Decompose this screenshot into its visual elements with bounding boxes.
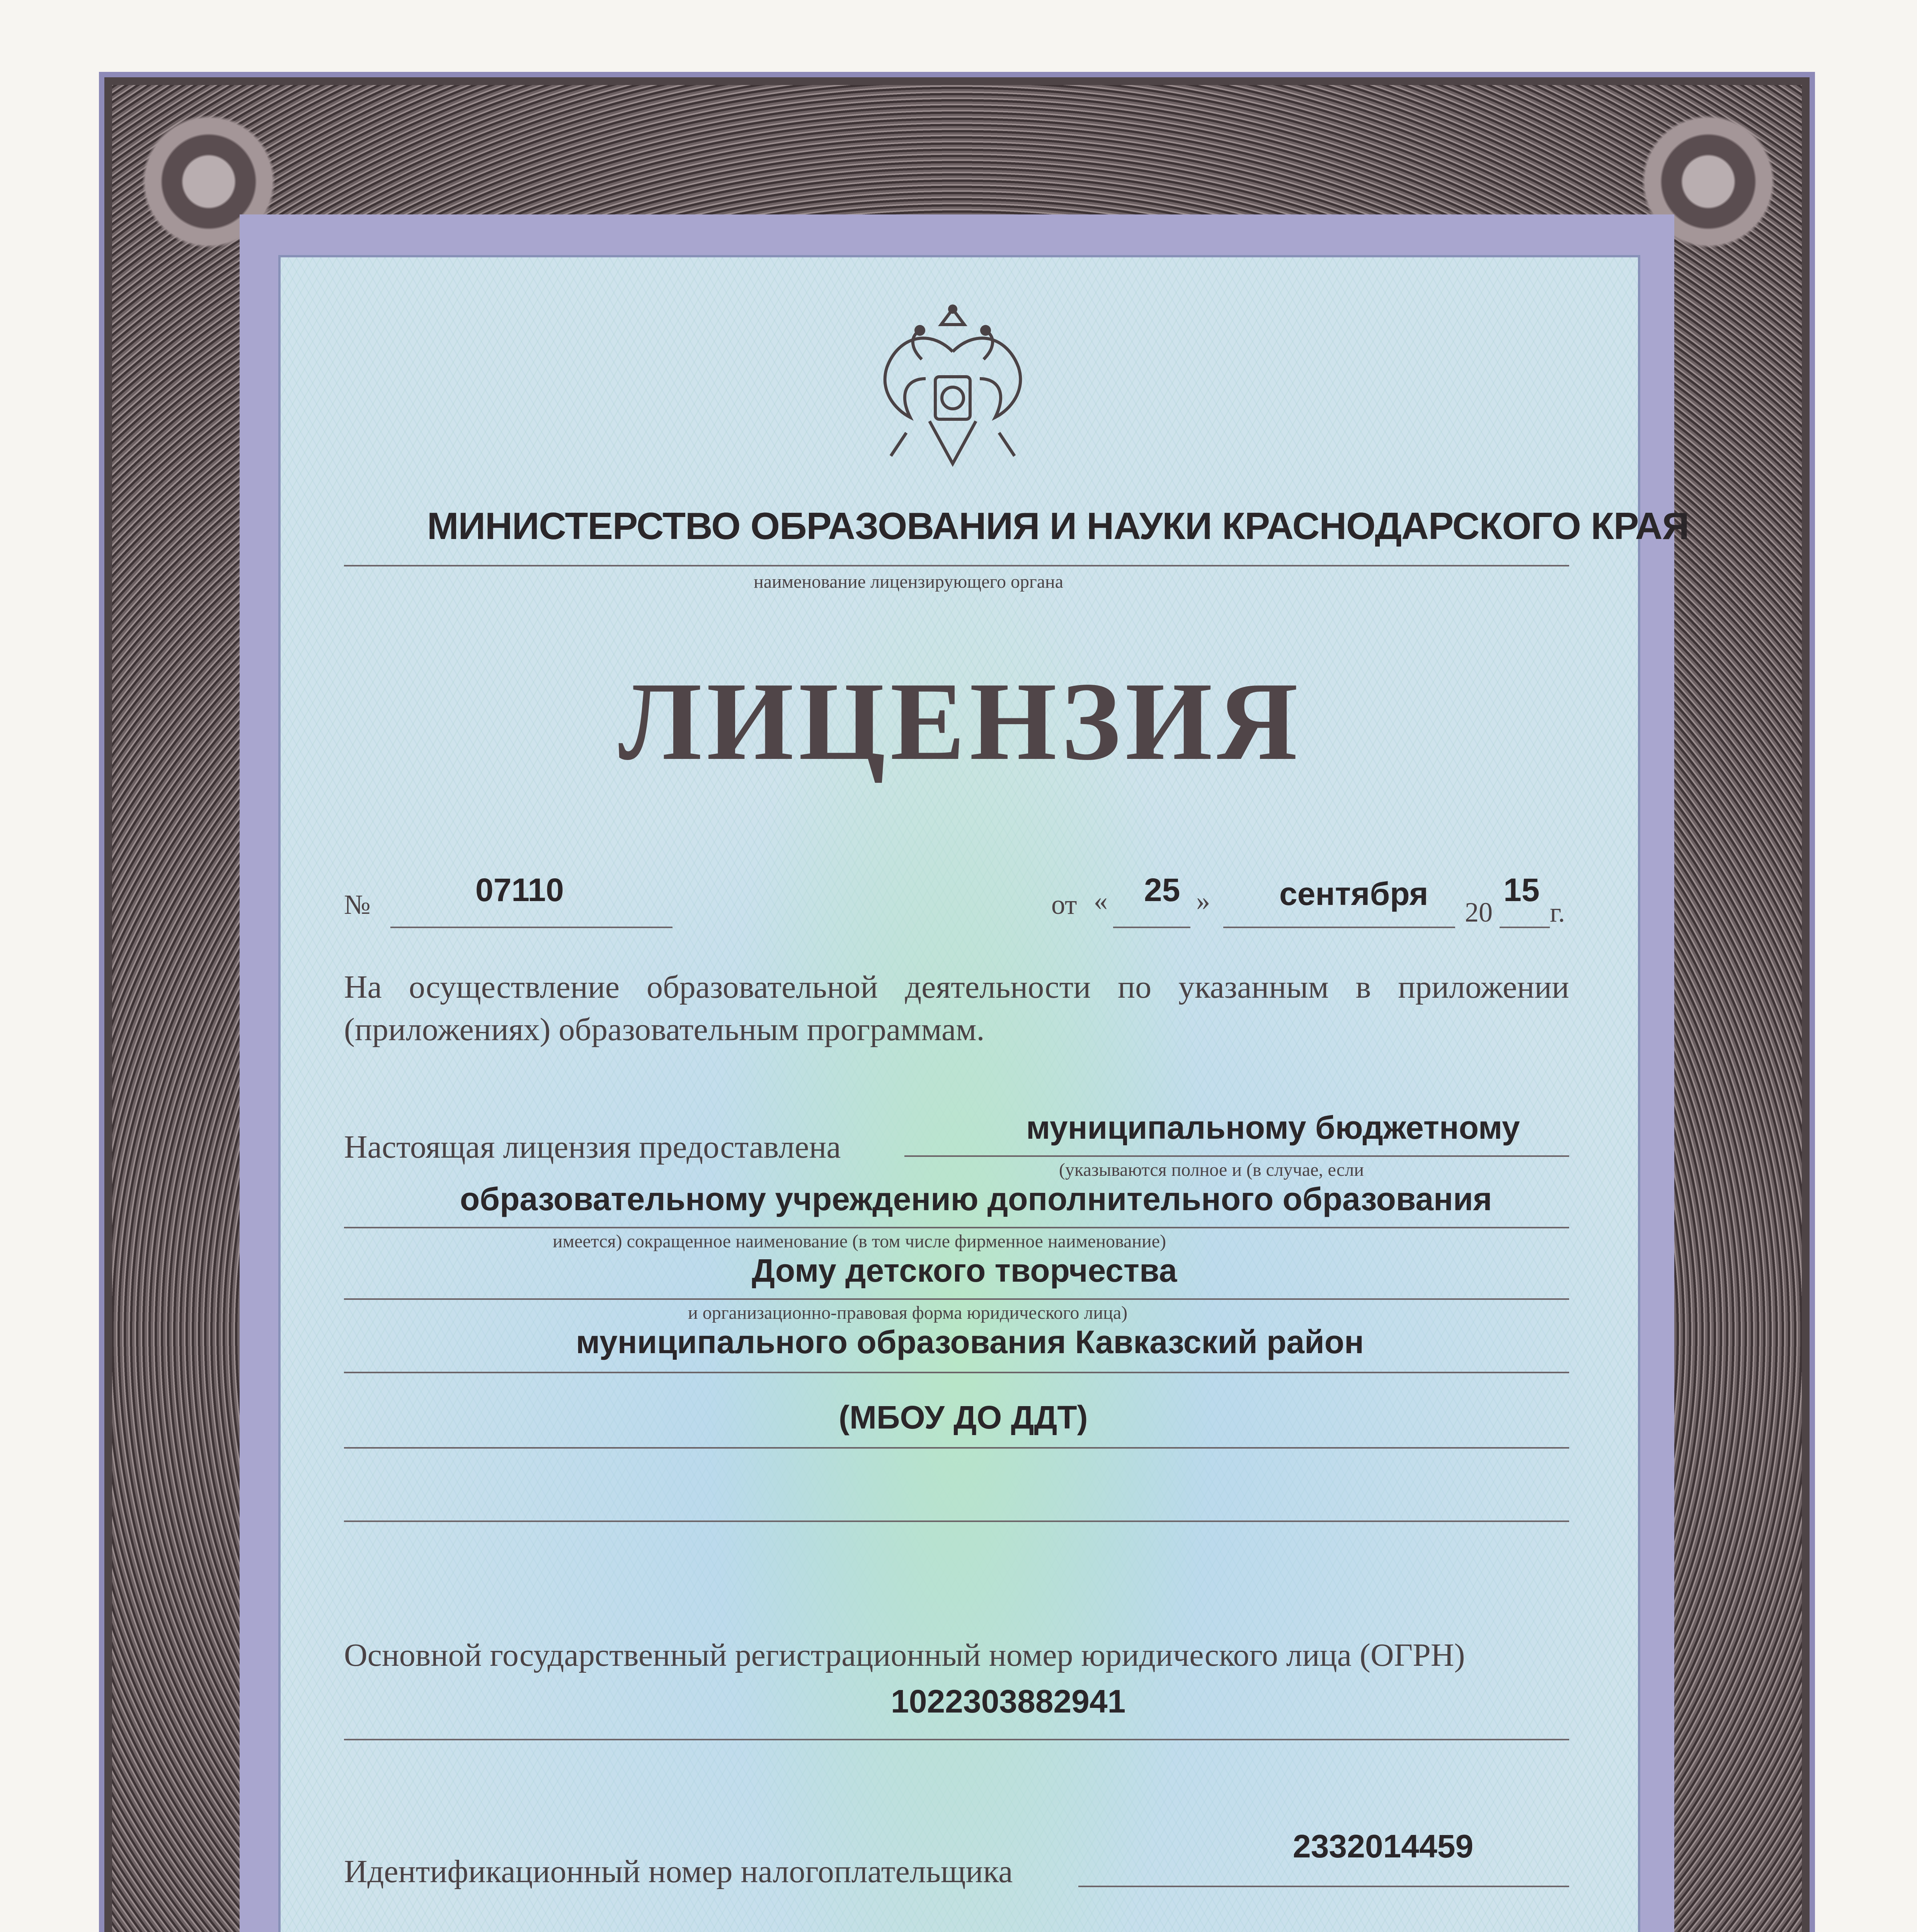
date-month: сентября bbox=[1279, 876, 1428, 912]
granted-line-1: муниципальному бюджетному bbox=[1026, 1109, 1520, 1146]
date-from-label: от bbox=[1051, 889, 1077, 920]
granted-line-2: образовательному учреждению дополнительного образования bbox=[460, 1181, 1492, 1217]
granted-line-4-underline bbox=[344, 1372, 1569, 1373]
license-number-label: № bbox=[344, 889, 371, 920]
date-day-underline bbox=[1113, 927, 1190, 928]
inn-label: Идентификационный номер налогоплательщика bbox=[344, 1854, 1013, 1889]
date-century: 20 bbox=[1465, 897, 1493, 928]
ogrn-underline bbox=[344, 1739, 1569, 1740]
granted-line-4: муниципального образования Кавказский район bbox=[576, 1324, 1364, 1360]
date-year-underline bbox=[1500, 927, 1550, 928]
issuer-name: МИНИСТЕРСТВО ОБРАЗОВАНИЯ И НАУКИ КРАСНОДАРСКОГО КРАЯ bbox=[427, 505, 1689, 547]
date-year: 15 bbox=[1503, 872, 1540, 908]
granted-line-1-underline bbox=[904, 1155, 1569, 1157]
license-number-underline bbox=[390, 927, 672, 928]
license-number: 07110 bbox=[475, 872, 564, 908]
granted-line-5-underline bbox=[344, 1447, 1569, 1449]
date-month-underline bbox=[1223, 927, 1455, 928]
granted-line-3-underline bbox=[344, 1298, 1569, 1300]
granted-label: Настоящая лицензия предоставлена bbox=[344, 1129, 841, 1165]
granted-caption-1: (указываются полное и (в случае, если bbox=[1059, 1160, 1364, 1180]
issuer-caption: наименование лицензирующего органа bbox=[754, 571, 1063, 592]
issuer-underline bbox=[344, 565, 1569, 566]
granted-caption-2: имеется) сокращенное наименование (в том числе фирменное наименование) bbox=[553, 1231, 1166, 1252]
granted-caption-3: и организационно-правовая форма юридического лица) bbox=[688, 1303, 1128, 1323]
document-title: ЛИЦЕНЗИЯ bbox=[618, 659, 1303, 783]
ogrn-label: Основной государственный регистрационный номер юридического лица (ОГРН) bbox=[344, 1637, 1465, 1673]
date-day: 25 bbox=[1144, 872, 1180, 908]
date-quote-close: » bbox=[1196, 885, 1210, 916]
coat-of-arms-icon bbox=[852, 294, 1053, 495]
granted-line-5: (МБОУ ДО ДДТ) bbox=[839, 1399, 1088, 1435]
granted-blank-underline bbox=[344, 1520, 1569, 1522]
ogrn-value: 1022303882941 bbox=[891, 1683, 1126, 1719]
granted-line-3: Дому детского творчества bbox=[752, 1252, 1177, 1289]
inn-underline bbox=[1078, 1886, 1569, 1887]
date-year-suffix: г. bbox=[1550, 897, 1565, 928]
purpose-text: На осуществление образовательной деятельности по указанным в приложении (приложениях) образовательным программам. bbox=[344, 969, 1569, 1048]
inn-value: 2332014459 bbox=[1293, 1828, 1474, 1864]
granted-line-2-underline bbox=[344, 1227, 1569, 1228]
date-quote-open: « bbox=[1094, 885, 1108, 916]
